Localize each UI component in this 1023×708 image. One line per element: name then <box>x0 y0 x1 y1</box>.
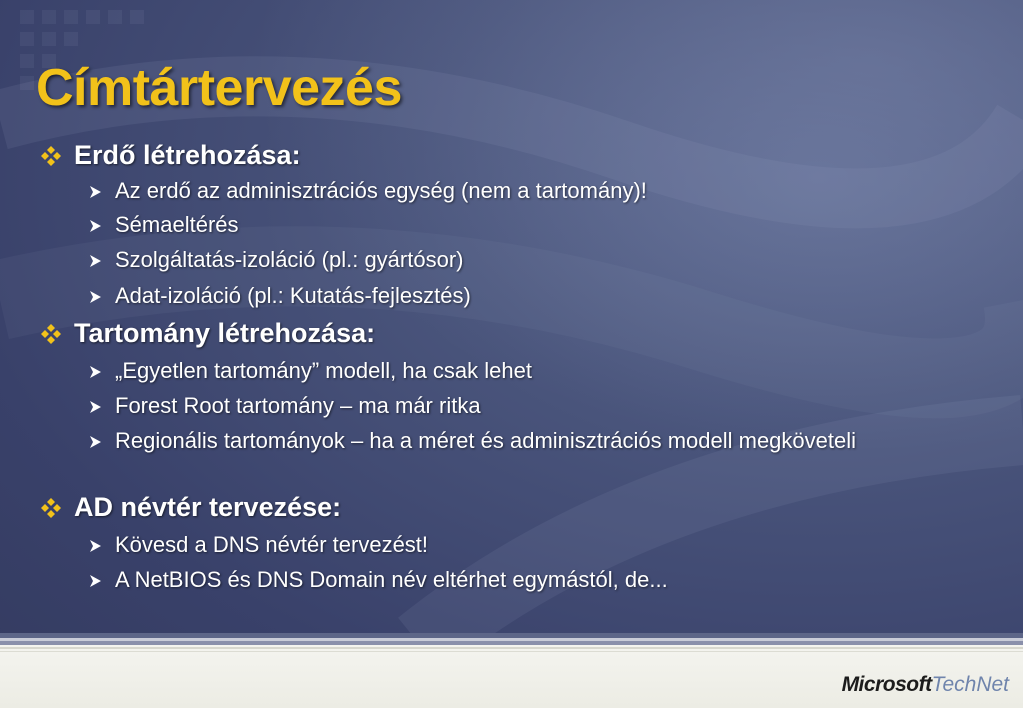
arrowhead-bullet-icon <box>88 574 102 588</box>
footer-divider <box>0 651 1023 652</box>
arrowhead-bullet-icon <box>88 435 102 449</box>
microsoft-technet-logo <box>842 673 1009 697</box>
section-heading <box>40 492 341 523</box>
section-heading-text: AD névtér tervezése: <box>74 492 342 522</box>
section-heading-text: Erdő létrehozása: <box>74 140 301 170</box>
logo-brand: Microsoft <box>841 673 932 696</box>
list-item-text: „Egyetlen tartomány” modell, ha csak lehet <box>115 358 532 383</box>
list-item-text: Adat-izoláció (pl.: Kutatás-fejlesztés) <box>115 283 471 308</box>
list-item-text: A NetBIOS és DNS Domain név eltérhet egymástól, de... <box>115 567 668 592</box>
list-item <box>88 212 888 237</box>
arrowhead-bullet-icon <box>88 365 102 379</box>
list-item <box>88 567 888 592</box>
list-item-text: Szolgáltatás-izoláció (pl.: gyártósor) <box>115 247 464 272</box>
arrowhead-bullet-icon <box>88 290 102 304</box>
arrowhead-bullet-icon <box>88 219 102 233</box>
four-diamond-bullet-icon <box>40 323 62 345</box>
four-diamond-bullet-icon <box>40 145 62 167</box>
list-item <box>88 428 888 453</box>
arrowhead-bullet-icon <box>88 539 102 553</box>
four-diamond-bullet-icon <box>40 497 62 519</box>
list-item <box>88 532 888 557</box>
list-item-text: Sémaeltérés <box>115 212 239 237</box>
section-heading <box>40 318 375 349</box>
list-item-text: Forest Root tartomány – ma már ritka <box>115 393 481 418</box>
list-item <box>88 283 888 308</box>
list-item <box>88 247 888 272</box>
list-item-text: Regionális tartományok – ha a méret és adminisztrációs modell megköveteli <box>115 428 857 453</box>
list-item-text: Kövesd a DNS névtér tervezést! <box>115 532 429 557</box>
footer-divider <box>0 647 1023 649</box>
section-heading-text: Tartomány létrehozása: <box>74 318 376 348</box>
arrowhead-bullet-icon <box>88 254 102 268</box>
section-heading <box>40 140 301 171</box>
list-item-text: Az erdő az adminisztrációs egység (nem a tartomány)! <box>115 178 647 203</box>
list-item <box>88 358 888 383</box>
slide-title: Címtártervezés <box>36 59 402 117</box>
list-item <box>88 178 888 203</box>
arrowhead-bullet-icon <box>88 185 102 199</box>
arrowhead-bullet-icon <box>88 400 102 414</box>
logo-product: TechNet <box>931 673 1009 696</box>
list-item <box>88 393 888 418</box>
